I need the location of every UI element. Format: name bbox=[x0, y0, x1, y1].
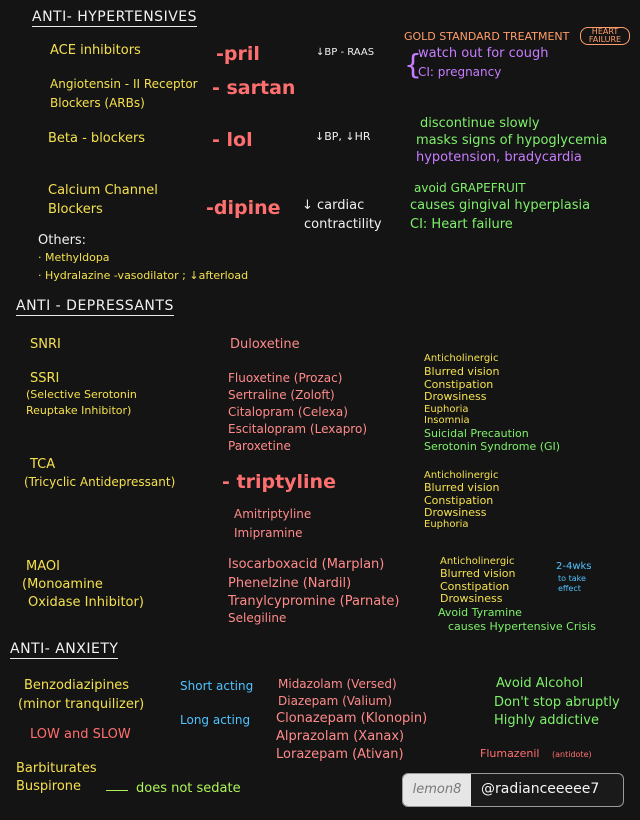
section-title-anti-hypertensives: ANTI- HYPERTENSIVES bbox=[32, 9, 197, 27]
ace-note-cough: watch out for cough bbox=[418, 46, 549, 61]
benzo-minor-tranquilizer: (minor tranquilizer) bbox=[18, 697, 145, 712]
ace-inhibitors-label: ACE inhibitors bbox=[50, 43, 141, 58]
ssri-drug: Escitalopram (Lexapro) bbox=[228, 422, 368, 436]
ssri-drug: Fluoxetine (Prozac) bbox=[228, 371, 343, 385]
section-title-anti-anxiety: ANTI- ANXIETY bbox=[10, 641, 118, 659]
long-acting-drug: Alprazolam (Xanax) bbox=[276, 729, 405, 744]
tca-side-effect: Constipation bbox=[424, 494, 494, 507]
ccb-note-gingival: causes gingival hyperplasia bbox=[410, 198, 591, 213]
ssri-side-effect: Blurred vision bbox=[424, 365, 500, 378]
tca-drug: Amitriptyline bbox=[234, 507, 312, 521]
ssri-full-line1: (Selective Serotonin bbox=[26, 388, 137, 401]
ccb-effect-line2: contractility bbox=[304, 217, 382, 232]
maoi-side-effect: Constipation bbox=[440, 580, 510, 593]
maoi-onset-weeks: 2-4wks bbox=[556, 561, 592, 572]
ccb-label-line2: Blockers bbox=[48, 202, 103, 217]
ace-effect: ↓BP - RAAS bbox=[316, 47, 375, 58]
long-acting-drug: Lorazepam (Ativan) bbox=[276, 747, 404, 762]
others-label: Others: bbox=[38, 233, 87, 248]
ccb-suffix: -dipine bbox=[206, 197, 281, 219]
tca-label: TCA bbox=[30, 457, 56, 472]
benzo-note-dont-stop: Don't stop abruptly bbox=[494, 695, 620, 710]
tca-side-effect: Drowsiness bbox=[424, 506, 487, 519]
buspirone-connector-line bbox=[106, 790, 128, 791]
ssri-side-effect: Constipation bbox=[424, 378, 494, 391]
ssri-side-effect: Euphoria bbox=[424, 404, 469, 415]
tca-side-effect: Euphoria bbox=[424, 519, 469, 530]
ssri-side-effect: Drowsiness bbox=[424, 390, 487, 403]
ssri-drug: Sertraline (Zoloft) bbox=[228, 388, 335, 402]
tca-side-effect: Anticholinergic bbox=[424, 470, 499, 481]
beta-suffix: - lol bbox=[212, 129, 253, 151]
ssri-side-effect: Insomnia bbox=[424, 415, 470, 426]
flumazenil-antidote: (antidote) bbox=[552, 750, 592, 759]
short-acting-drug: Midazolam (Versed) bbox=[278, 677, 397, 691]
maoi-full-line1: (Monoamine bbox=[22, 577, 103, 592]
beta-note-hypoglycemia: masks signs of hypoglycemia bbox=[416, 133, 608, 148]
buspirone-label: Buspirone bbox=[16, 779, 82, 794]
ssri-label: SSRI bbox=[30, 371, 60, 386]
ace-notes-brace: { bbox=[404, 48, 422, 81]
arb-suffix: - sartan bbox=[212, 77, 296, 99]
gold-standard-label: GOLD STANDARD TREATMENT bbox=[404, 30, 570, 43]
maoi-avoid-tyramine: Avoid Tyramine bbox=[438, 606, 522, 619]
ccb-effect-line1: ↓ cardiac bbox=[302, 198, 365, 213]
maoi-side-effect: Anticholinergic bbox=[440, 556, 515, 567]
maoi-side-effect: Blurred vision bbox=[440, 567, 516, 580]
watermark bbox=[402, 773, 624, 807]
lemon8-logo: lemon8 bbox=[403, 774, 471, 806]
tca-side-effect: Blurred vision bbox=[424, 481, 500, 494]
maoi-side-effect: Drowsiness bbox=[440, 592, 503, 605]
ace-note-pregnancy: CI: pregnancy bbox=[418, 65, 502, 79]
short-acting-label: Short acting bbox=[180, 679, 254, 693]
ccb-note-grapefruit: avoid GRAPEFRUIT bbox=[414, 181, 526, 195]
section-title-anti-depressants: ANTI - DEPRESSANTS bbox=[16, 298, 174, 316]
long-acting-drug: Clonazepam (Klonopin) bbox=[276, 711, 428, 726]
ccb-label-line1: Calcium Channel bbox=[48, 183, 158, 198]
does-not-sedate: does not sedate bbox=[136, 781, 241, 796]
ssri-side-effect: Anticholinergic bbox=[424, 353, 499, 364]
ace-suffix: -pril bbox=[216, 43, 260, 65]
ssri-drug: Paroxetine bbox=[228, 439, 291, 453]
maoi-onset-to-take: to take bbox=[558, 574, 586, 583]
benzo-note-addictive: Highly addictive bbox=[494, 713, 599, 728]
beta-effect: ↓BP, ↓HR bbox=[315, 130, 371, 143]
maoi-drug: Tranylcypromine (Parnate) bbox=[228, 594, 400, 609]
maoi-full-line2: Oxidase Inhibitor) bbox=[28, 595, 144, 610]
ccb-note-heart-failure: CI: Heart failure bbox=[410, 217, 513, 232]
maoi-onset-effect: effect bbox=[558, 584, 581, 593]
arb-label-line2: Blockers (ARBs) bbox=[50, 96, 145, 110]
ssri-full-line2: Reuptake Inhibitor) bbox=[26, 404, 132, 417]
maoi-drug: Phenelzine (Nardil) bbox=[228, 576, 352, 591]
watermark-username: @radianceeeee7 bbox=[481, 781, 600, 797]
beta-note-hypotension: hypotension, bradycardia bbox=[416, 150, 582, 165]
maoi-label: MAOI bbox=[26, 559, 60, 574]
barbiturates-label: Barbiturates bbox=[16, 761, 97, 776]
arb-label-line1: Angiotensin - II Receptor bbox=[50, 77, 198, 91]
tca-suffix: - triptyline bbox=[222, 471, 336, 493]
maoi-hypertensive-crisis: causes Hypertensive Crisis bbox=[448, 620, 596, 633]
ssri-suicidal-precaution: Suicidal Precaution bbox=[424, 427, 529, 440]
beta-note-discontinue: discontinue slowly bbox=[420, 116, 540, 131]
tca-full: (Tricyclic Antidepressant) bbox=[24, 475, 176, 489]
ssri-drug: Citalopram (Celexa) bbox=[228, 405, 348, 419]
benzo-note-avoid-alcohol: Avoid Alcohol bbox=[496, 676, 584, 691]
flumazenil-label: Flumazenil bbox=[480, 747, 540, 760]
tca-drug: Imipramine bbox=[234, 526, 303, 540]
long-acting-label: Long acting bbox=[180, 713, 251, 727]
benzo-label: Benzodiazipines bbox=[24, 678, 130, 693]
others-methyldopa: · Methyldopa bbox=[38, 251, 110, 264]
short-acting-drug: Diazepam (Valium) bbox=[278, 694, 393, 708]
snri-label: SNRI bbox=[30, 337, 61, 352]
snri-drug: Duloxetine bbox=[230, 337, 300, 352]
beta-blockers-label: Beta - blockers bbox=[48, 131, 146, 146]
heart-failure-badge: HEART FAILURE bbox=[580, 27, 630, 45]
maoi-drug: Isocarboxacid (Marplan) bbox=[228, 557, 385, 572]
maoi-drug: Selegiline bbox=[228, 611, 287, 625]
low-and-slow: LOW and SLOW bbox=[30, 727, 131, 742]
others-hydralazine: · Hydralazine -vasodilator ; ↓afterload bbox=[38, 269, 249, 282]
ssri-serotonin-syndrome: Serotonin Syndrome (GI) bbox=[424, 440, 561, 453]
